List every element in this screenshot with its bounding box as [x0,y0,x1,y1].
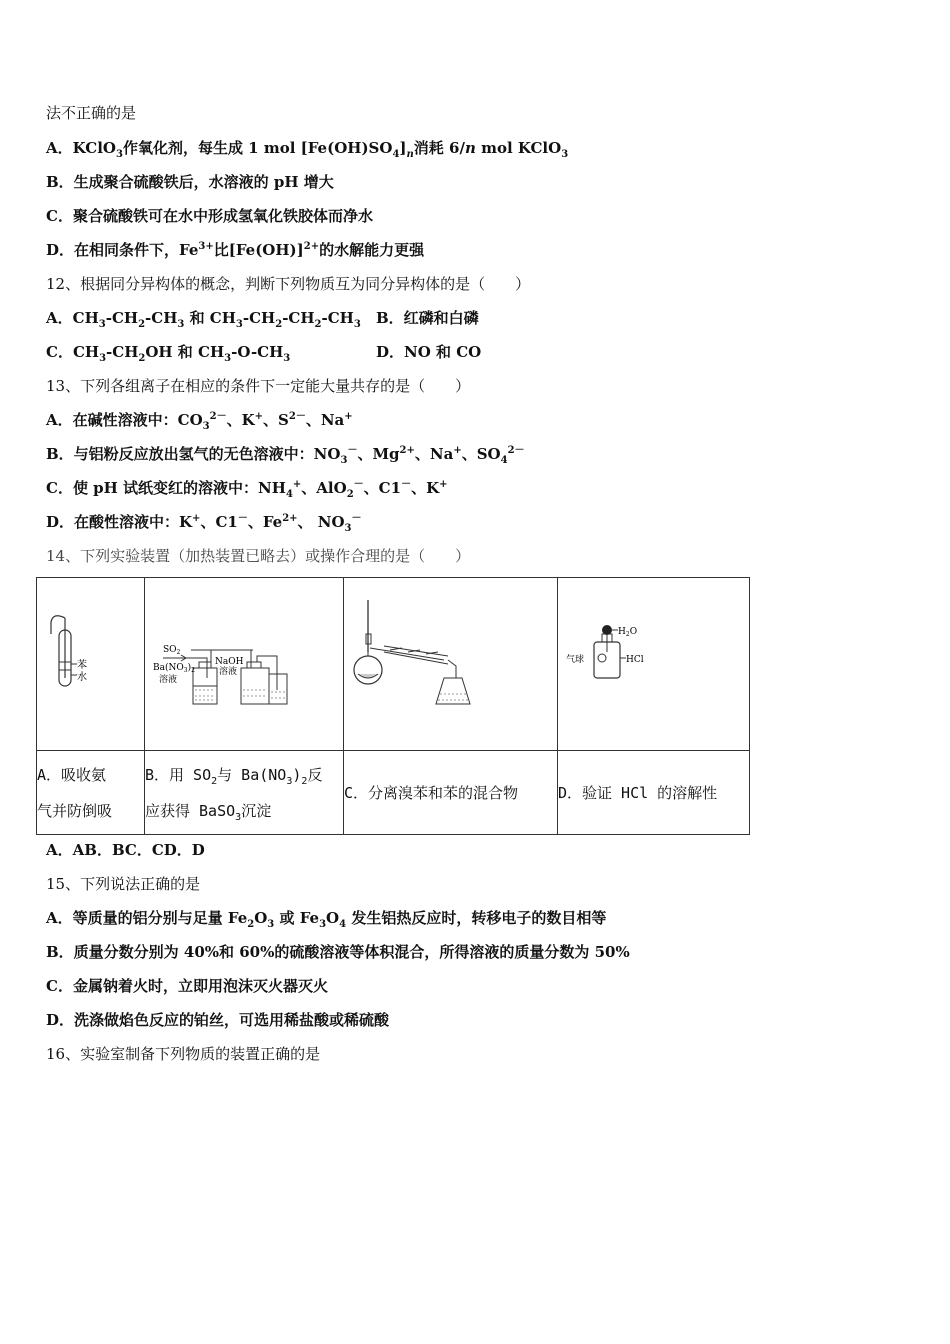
apparatus-c-cell [344,578,558,751]
q13-option-b: B．与铝粉反应放出氢气的无色溶液中：$NO_3^-$、$Mg^{2+}$、Na+、$SO_4^{2-}$ [46,445,525,466]
label-solution-2: 溶液 [219,667,238,677]
label-so2: $SO_2$ [163,645,181,656]
label-balloon: 气球 [566,655,585,665]
q12-option-b: B．红磷和白磷 [376,309,479,327]
q15-stem: 15、下列说法正确的是 [46,875,201,893]
apparatus-b-cell [145,578,344,751]
q13-stem: 13、下列各组离子在相应的条件下一定能大量共存的是（ ） [46,377,471,395]
caption-a: A．吸收氨 气并防倒吸 [37,751,145,835]
apparatus-c-drawing [344,578,557,750]
label-water: 水 [77,672,87,683]
q11-option-b: B．生成聚合硫酸铁后，水溶液的 pH 增大 [46,173,334,191]
q12-stem: 12、根据同分异构体的概念，判断下列物质互为同分异构体的是（ ） [46,275,531,293]
q11-option-d: D．在相同条件下，$Fe^{3+}$比$[Fe(OH)]^{2+}$的水解能力更强 [46,241,425,259]
q15-option-d: D．洗涤做焰色反应的铂丝，可选用稀盐酸或稀硫酸 [46,1011,390,1029]
caption-b: B．用 $SO_2$与 $Ba(NO_3)_2$反 应获得 BaSO$_3$沉淀 [145,751,344,835]
q15-option-c: C．金属钠着火时，立即用泡沫灭火器灭火 [46,977,328,995]
q15-option-b: B．质量分数分别为 40%和 60%的硫酸溶液等体积混合，所得溶液的质量分数为 50% [46,943,630,961]
label-bano3: $Ba(NO_3)_2$ [153,663,195,674]
apparatus-d-drawing [558,578,749,750]
label-benzene: 苯 [77,660,87,671]
apparatus-a-drawing [37,578,144,750]
apparatus-a-cell [37,578,145,751]
q13-option-d: D．在酸性溶液中：K+、C1－、$Fe^{2+}$、 $NO_3^-$ [46,513,362,534]
q15-option-a: A．等质量的铝分别与足量 $Fe_2O_3$ 或 $Fe_3O_4$ 发生铝热反应时，转移电子的数目相等 [46,909,607,930]
q13-option-a: A．在碱性溶液中：$CO_3^{2-}$、K+、$S^{2-}$、Na+ [46,411,353,432]
label-h2o: $H_2O$ [618,627,638,638]
q12-option-a: A．$CH_3-CH_2-CH_3$ 和 $CH_3-CH_2-CH_2-CH_3$ [46,309,361,330]
label-hcl: HCl [626,655,644,665]
q11-option-c: C．聚合硫酸铁可在水中形成氢氧化铁胶体而净水 [46,207,373,225]
caption-d: D．验证 HCl 的溶解性 [558,751,750,835]
caption-c: C．分离溴苯和苯的混合物 [344,751,558,835]
q12-option-c: C．$CH_3-CH_2OH$ 和 $CH_3-O-CH_3$ [46,343,291,364]
q11-stem: 法不正确的是 [46,104,137,122]
apparatus-b-drawing [145,578,343,750]
label-naoh: NaOH [215,657,244,667]
q11-option-a: A．KClO$_3$作氧化剂，每生成 1 mol $[Fe(OH)SO_4]_n$消耗 6/n mol KClO$_3$ [46,139,569,160]
label-solution-1: 溶液 [159,675,178,685]
q14-apparatus-table [36,577,750,835]
q14-stem: 14、下列实验装置（加热装置已略去）或操作合理的是（ ） [46,547,471,565]
apparatus-d-cell [558,578,750,751]
q12-option-d: D．NO 和 CO [376,343,482,361]
q16-stem: 16、实验室制备下列物质的装置正确的是 [46,1045,321,1063]
q13-option-c: C．使 pH 试纸变红的溶液中：$NH_4^+$、AlO$_2$－、C1－、K+ [46,479,448,500]
q14-answer-options: A．AB．BC．CD．D [46,841,205,859]
